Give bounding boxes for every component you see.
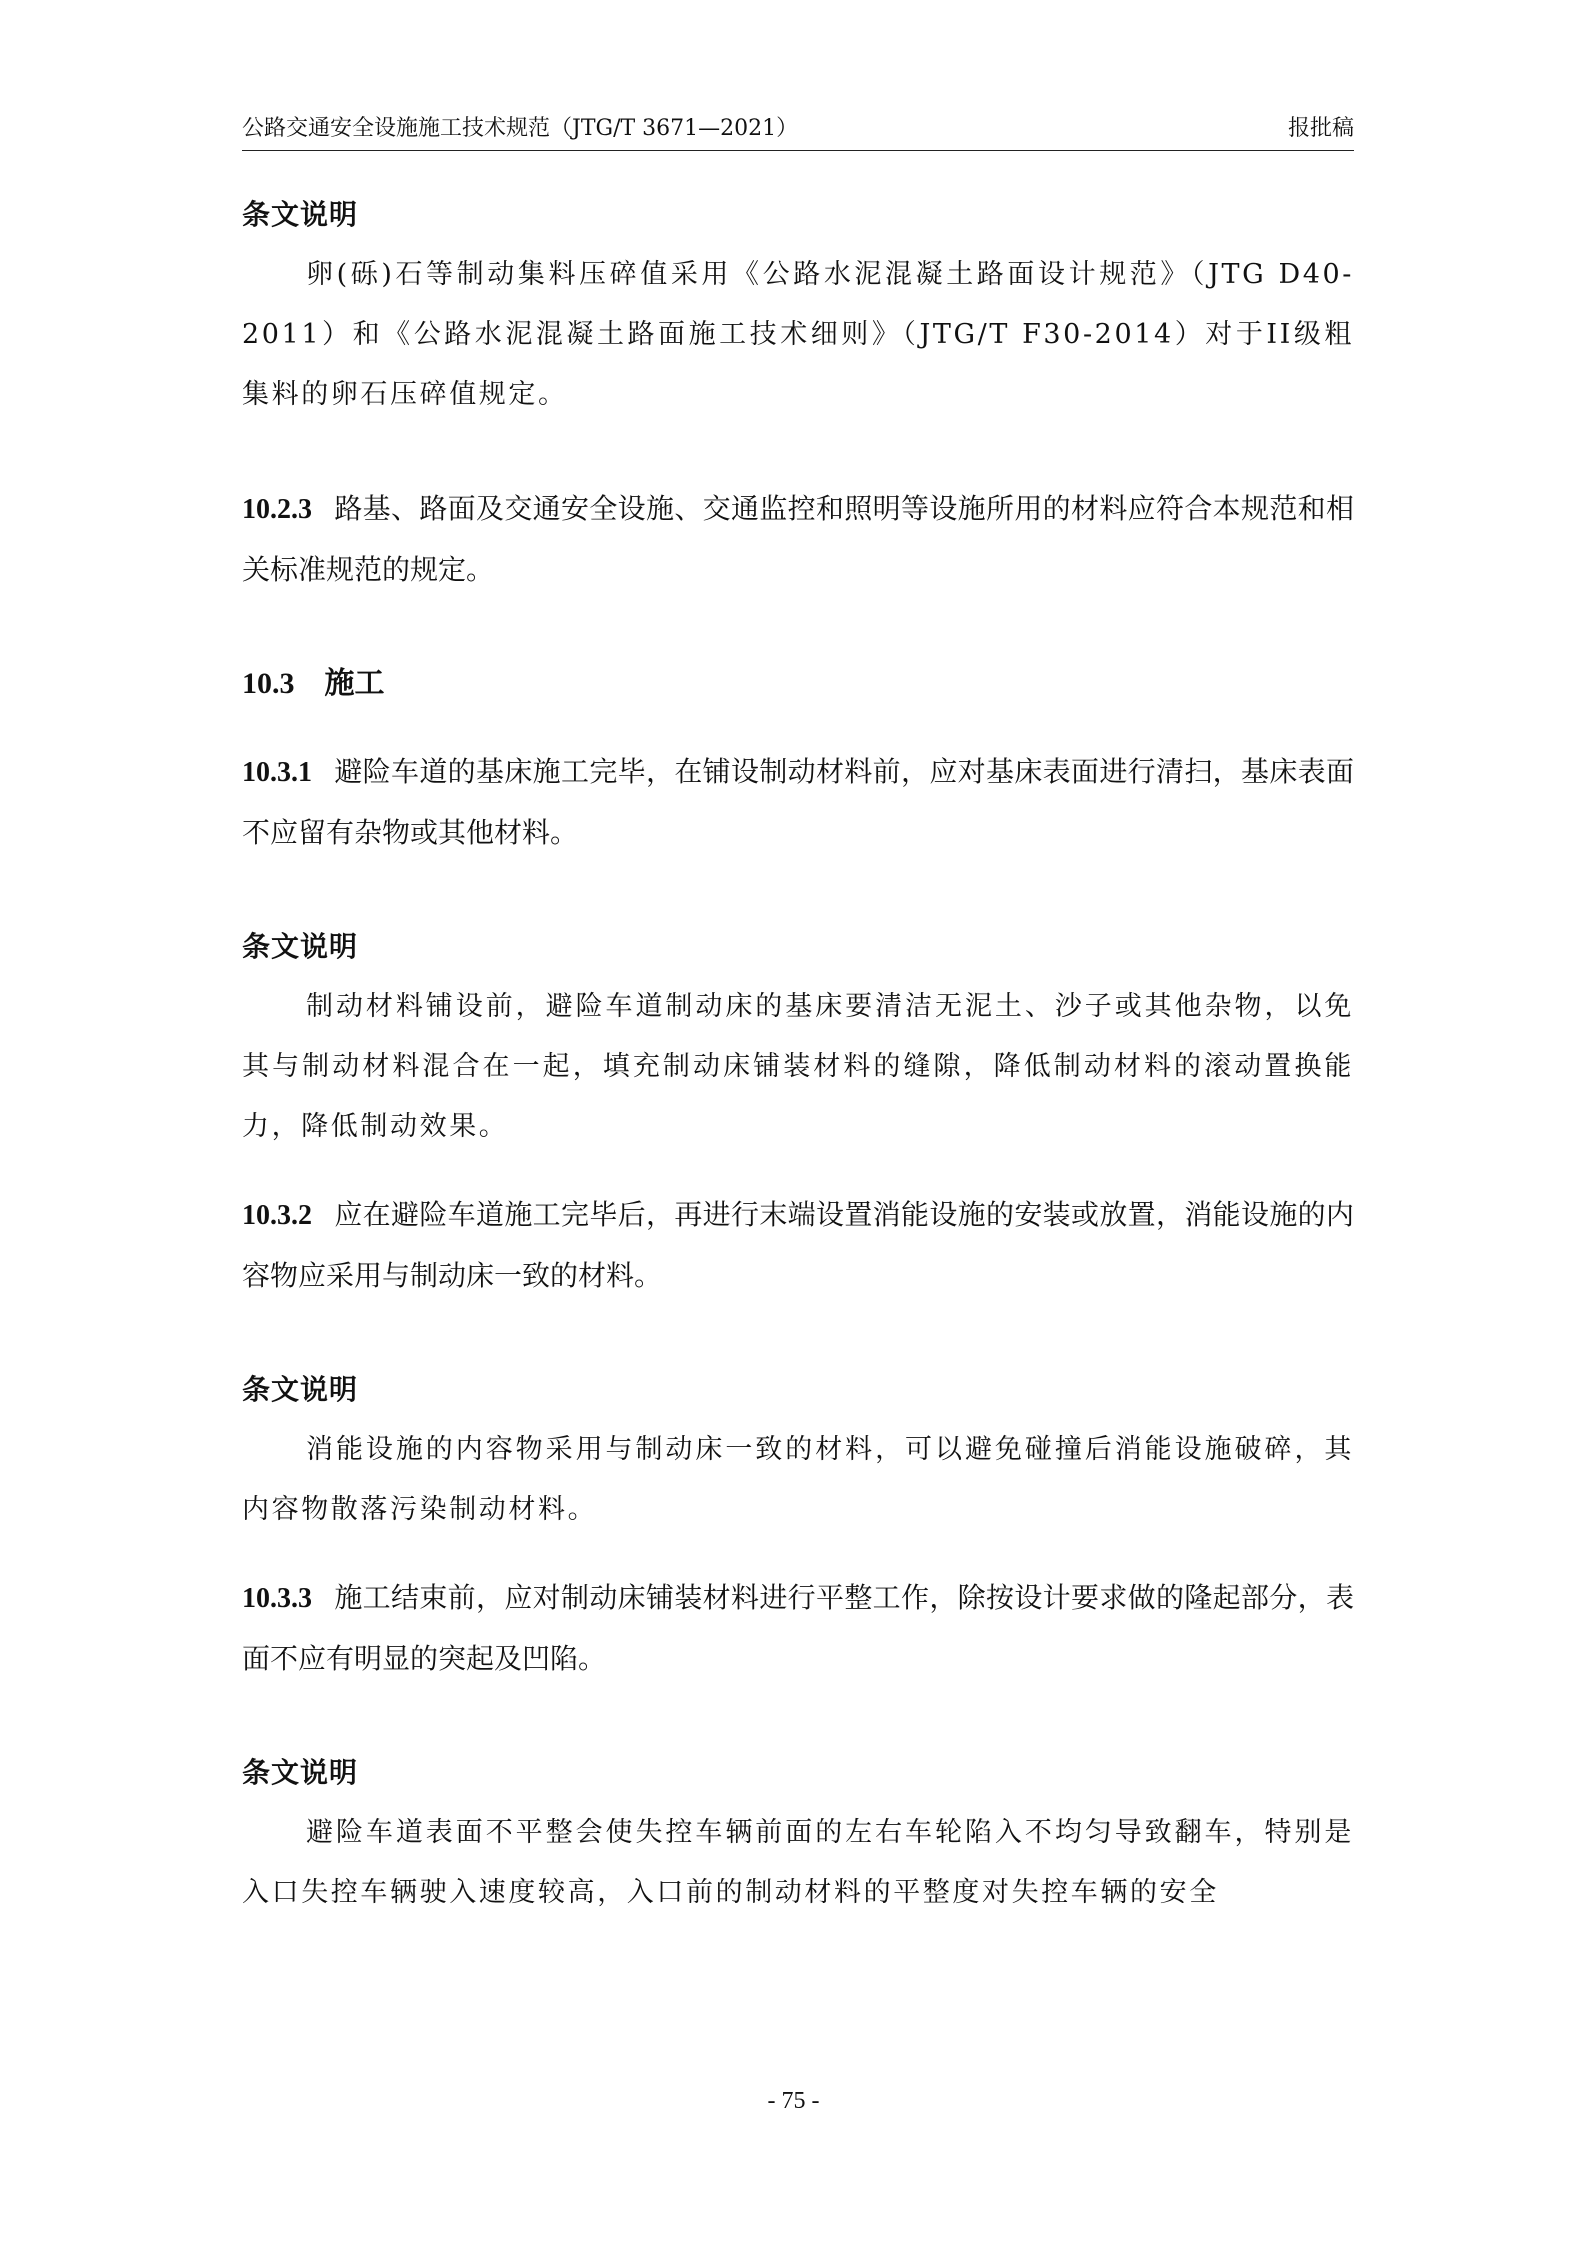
clause-text: 路基、路面及交通安全设施、交通监控和照明等设施所用的材料应符合本规范和相关标准规范的规定。 [242,492,1354,586]
clause-10-3-1 [242,742,1354,863]
section-heading [242,654,1354,714]
commentary-title: 条文说明 [242,930,359,963]
page-content [242,185,1354,1923]
commentary-body: 卵(砾)石等制动集料压碎值采用《公路水泥混凝土路面设计规范》（JTG D40-2011）和《公路水泥混凝土路面施工技术细则》（JTG/T F30-2014）对于II级粗集料的卵石压碎值规定。 [242,259,1354,410]
clause-10-3-2 [242,1185,1354,1306]
document-title: 公路交通安全设施施工技术规范（JTG/T 3671—2021） [242,116,799,141]
clause-10-2-3 [242,479,1354,600]
commentary-body: 制动材料铺设前，避险车道制动床的基床要清洁无泥土、沙子或其他杂物，以免其与制动材料混合在一起，填充制动床铺装材料的缝隙，降低制动材料的滚动置换能力，降低制动效果。 [242,991,1354,1142]
commentary-body: 消能设施的内容物采用与制动床一致的材料，可以避免碰撞后消能设施破碎，其内容物散落污染制动材料。 [242,1434,1354,1525]
page-number: - 75 - [767,2088,820,2114]
commentary-body: 避险车道表面不平整会使失控车辆前面的左右车轮陷入不均匀导致翻车，特别是入口失控车辆驶入速度较高，入口前的制动材料的平整度对失控车辆的安全 [242,1817,1354,1908]
clause-number: 10.3.3 [242,1583,312,1614]
clause-text: 应在避险车道施工完毕后，再进行末端设置消能设施的安装或放置，消能设施的内容物应采用与制动床一致的材料。 [242,1198,1354,1292]
page-header [242,108,1354,151]
clause-text: 避险车道的基床施工完毕，在铺设制动材料前，应对基床表面进行清扫，基床表面不应留有杂物或其他材料。 [242,755,1354,849]
clause-text: 施工结束前，应对制动床铺装材料进行平整工作，除按设计要求做的隆起部分，表面不应有明显的突起及凹陷。 [242,1581,1354,1675]
commentary-title: 条文说明 [242,1756,359,1789]
section-number: 10.3 [242,667,295,700]
clause-number: 10.3.1 [242,757,312,788]
draft-status: 报批稿 [1287,116,1354,141]
section-title: 施工 [324,666,385,701]
clause-10-3-3 [242,1568,1354,1689]
clause-number: 10.3.2 [242,1200,312,1231]
commentary-title: 条文说明 [242,198,359,231]
commentary-title: 条文说明 [242,1373,359,1406]
clause-number: 10.2.3 [242,494,312,525]
